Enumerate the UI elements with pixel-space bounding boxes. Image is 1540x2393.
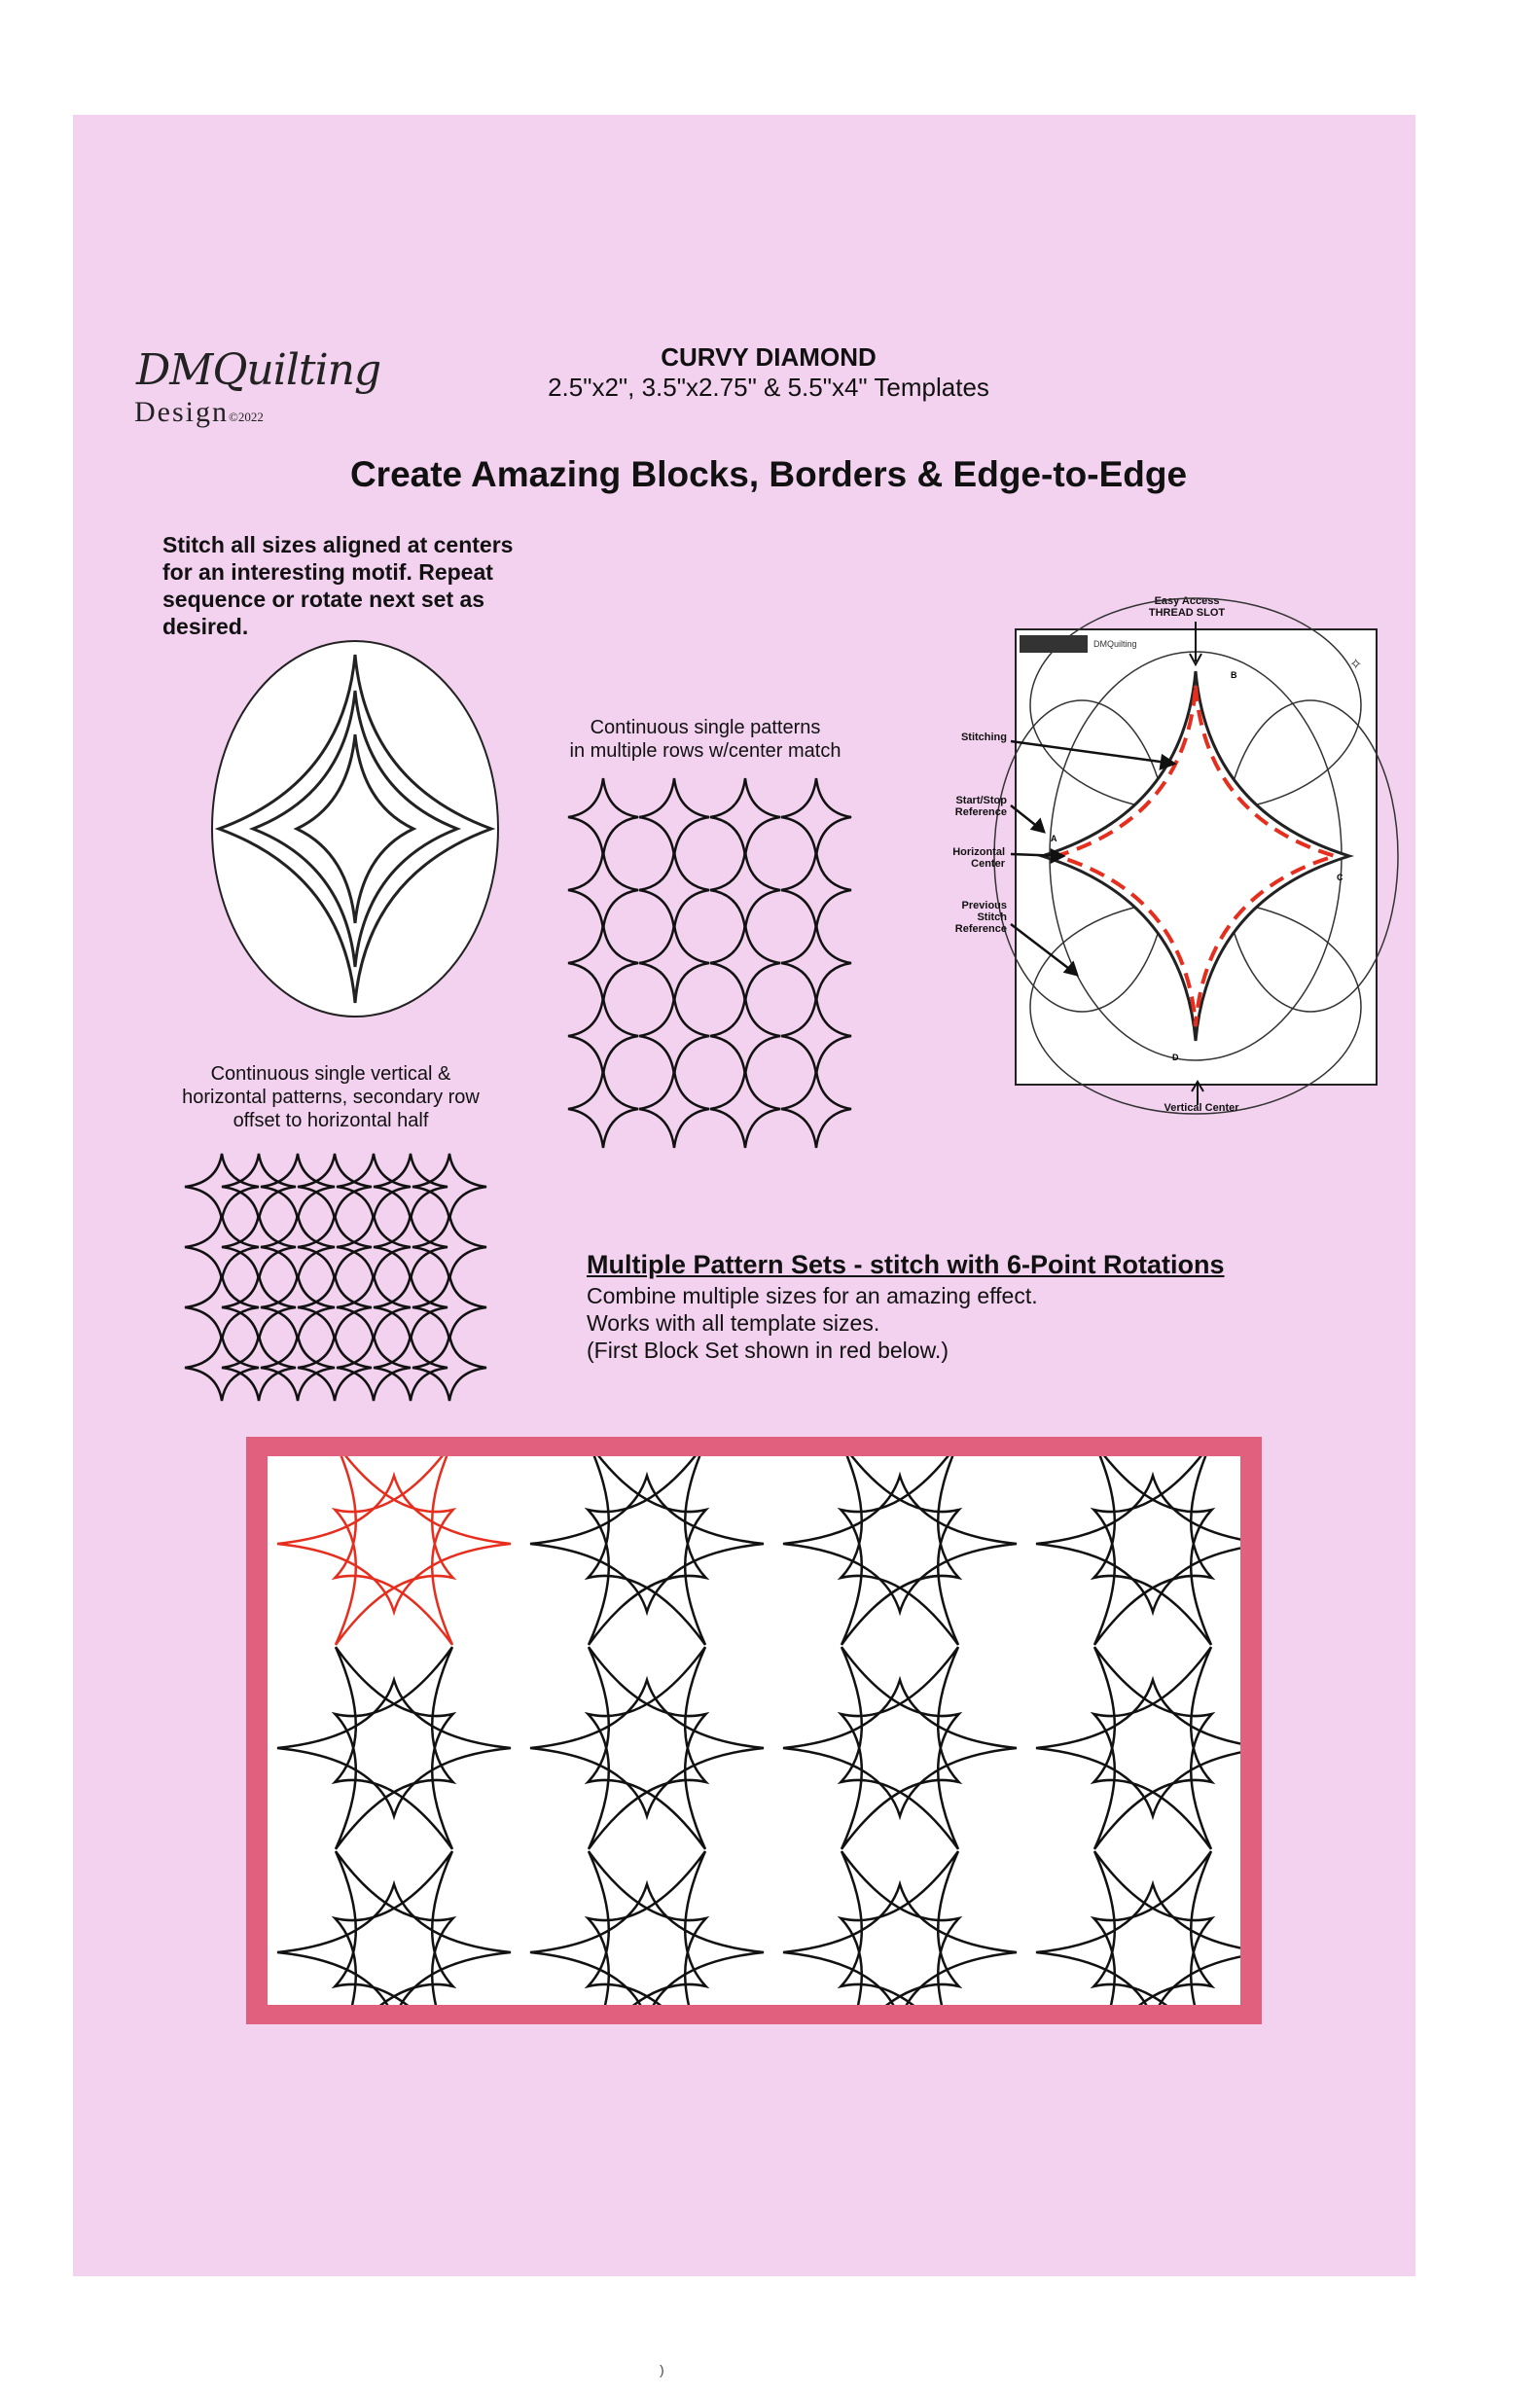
template-logo-text: DMQuilting <box>1093 639 1137 649</box>
rows-diamond <box>568 924 638 1002</box>
pattern-block <box>1035 1613 1270 1883</box>
headline: Create Amazing Blocks, Borders & Edge-to-Edge <box>349 454 1188 494</box>
rows-diamond <box>781 924 851 1002</box>
vertical-center-label: Vertical Center <box>1164 1102 1239 1114</box>
motif-note-line4: desired. <box>162 614 249 639</box>
rows-diamond <box>781 997 851 1075</box>
rows-diamond <box>639 778 709 856</box>
pattern-block-petal <box>529 1613 764 1883</box>
rows-diamond <box>568 851 638 929</box>
logo-design-word: Design <box>134 396 229 428</box>
offset-pattern-illustration <box>222 1158 450 1401</box>
pattern-block-petal <box>783 1476 1017 1612</box>
pattern-block <box>276 1613 511 1883</box>
pattern-block-petal <box>530 1476 764 1612</box>
rows-diamond <box>781 1070 851 1148</box>
pattern-block-petal <box>1036 1680 1270 1816</box>
previous-stitch-line2: Stitch <box>977 911 1007 923</box>
pattern-block-petal <box>1036 1884 1270 2020</box>
rows-pattern-illustration <box>569 783 851 1143</box>
offset-note-line2: horizontal patterns, secondary row <box>182 1087 480 1108</box>
offset-note <box>141 1062 520 1132</box>
start-stop-line2: Reference <box>954 806 1007 818</box>
thread-slot-line1: Easy Access <box>1154 595 1220 607</box>
vertical-center-arrow <box>1189 1080 1206 1107</box>
pattern-block-petal <box>1036 1476 1270 1612</box>
motif-note-line1: Stitch all sizes aligned at centers <box>162 532 514 557</box>
edge-to-edge-pattern <box>268 1456 1240 2005</box>
oval-motif-illustration <box>209 637 501 1021</box>
horizontal-center-label <box>919 846 1005 870</box>
rows-diamond <box>568 778 638 856</box>
offset-note-line1: Continuous single vertical & <box>210 1063 451 1085</box>
rows-diamond <box>639 924 709 1002</box>
pattern-block-petal <box>783 1884 1017 2020</box>
offset-note-line3: offset to horizontal half <box>233 1110 429 1131</box>
first-block-set-petal <box>277 1476 511 1612</box>
motif-note-line2: for an interesting motif. Repeat <box>162 559 493 585</box>
point-c-label: C <box>1337 873 1343 882</box>
page-subtitle: 2.5"x2", 3.5"x2.75" & 5.5"x4" Templates <box>548 373 989 402</box>
pattern-block <box>529 1613 764 1883</box>
pattern-block-petal <box>276 1613 511 1883</box>
rows-diamond <box>639 1070 709 1148</box>
footer-mark: ) <box>660 2362 664 2377</box>
sparkle-icon: ✧ <box>1349 657 1363 673</box>
rows-diamond <box>639 997 709 1075</box>
rows-diamond <box>568 1070 638 1148</box>
horizontal-center-line1: Horizontal <box>952 846 1005 858</box>
multiple-sets-line3: (First Block Set shown in red below.) <box>587 1338 949 1363</box>
previous-stitch-label <box>919 900 1007 935</box>
logo-script: DMQuilting <box>136 345 381 395</box>
pattern-block-petal <box>782 1613 1017 1883</box>
rows-diamond <box>781 851 851 929</box>
pattern-block-petal <box>782 1613 1017 1883</box>
point-d-label: D <box>1172 1053 1179 1062</box>
multiple-sets-title: Multiple Pattern Sets - stitch with 6-Point Rotations <box>587 1250 1225 1279</box>
pattern-block-petal <box>530 1680 764 1816</box>
pattern-block-petal <box>276 1613 511 1883</box>
pattern-block-petal <box>1035 1613 1270 1883</box>
rows-diamond <box>568 997 638 1075</box>
multiple-sets-line2: Works with all template sizes. <box>587 1310 880 1336</box>
start-stop-line1: Start/Stop <box>955 795 1007 806</box>
motif-note-line3: sequence or rotate next set as <box>162 587 485 612</box>
rows-diamond <box>781 778 851 856</box>
horizontal-center-line2: Center <box>971 858 1005 870</box>
template-logo-block <box>1020 635 1088 653</box>
rows-note-line2: in multiple rows w/center match <box>569 740 842 762</box>
pattern-block-petal <box>277 1680 511 1816</box>
page-title: CURVY DIAMOND <box>661 342 877 372</box>
logo-design <box>134 396 264 429</box>
point-b-label: B <box>1231 670 1237 680</box>
pattern-block <box>782 1613 1017 1883</box>
logo-copyright: ©2022 <box>229 410 264 424</box>
pattern-block-petal <box>277 1884 511 2020</box>
thread-slot-line2: THREAD SLOT <box>1148 607 1226 619</box>
rows-diamond <box>710 997 780 1075</box>
rows-note-line1: Continuous single patterns <box>590 717 821 738</box>
rows-diamond <box>639 851 709 929</box>
multiple-sets-line1: Combine multiple sizes for an amazing effect. <box>587 1283 1038 1308</box>
motif-note <box>162 531 581 640</box>
rows-diamond <box>710 778 780 856</box>
pattern-block-petal <box>1035 1613 1270 1883</box>
previous-stitch-line1: Previous <box>961 900 1007 911</box>
point-a-label: A <box>1051 834 1057 843</box>
rows-note <box>530 716 880 763</box>
stitching-label: Stitching <box>960 732 1007 743</box>
pattern-block-petal <box>529 1613 764 1883</box>
previous-stitch-line3: Reference <box>954 923 1007 935</box>
rows-diamond <box>710 1070 780 1148</box>
pattern-block-petal <box>530 1884 764 2020</box>
rows-diamond <box>710 924 780 1002</box>
rows-diamond <box>710 851 780 929</box>
start-stop-label <box>919 795 1007 818</box>
pattern-block-petal <box>783 1680 1017 1816</box>
callout-arrows <box>1007 720 1201 1002</box>
